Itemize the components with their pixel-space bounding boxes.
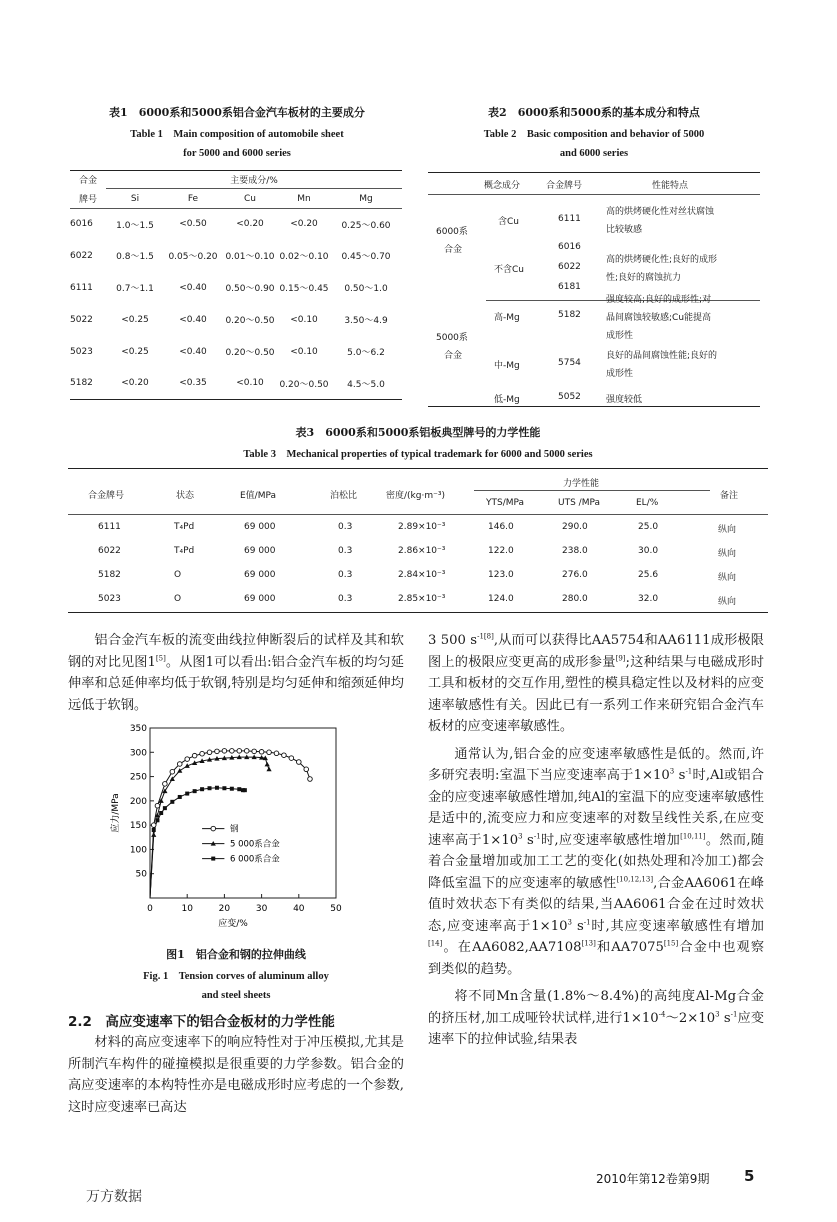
x-tick-label: 50 xyxy=(330,904,342,914)
data-point xyxy=(185,792,189,796)
t2-head-props: 性能特点 xyxy=(652,181,689,191)
t3-cell: 2.86×10⁻³ xyxy=(398,546,446,556)
legend-marker xyxy=(211,857,215,861)
data-point xyxy=(151,823,156,828)
t2-5000-label2: 合金 xyxy=(444,351,463,361)
t1-cell: <0.25 xyxy=(121,314,149,325)
data-point xyxy=(267,750,272,755)
left-p2: 材料的高应变速率下的响应特性对于冲压模拟,尤其是所制汽车构件的碰撞模拟是很重要的力学参数。铝合金的高应变速率的本构特性亦是电磁成形时应考虑的一个参数,这时应变速率已高达 xyxy=(68,1035,404,1115)
r-p2i: 时,其应变速率敏感性有增加 xyxy=(590,918,764,934)
data-point xyxy=(200,787,204,791)
r-p2g: ,合金AA6061在峰值时效状态下有类似的结果,当AA6061合金在过时效状态,应变速率高于1×10 xyxy=(428,875,764,934)
fig1-caption-cn: 图1 铝合金和钢的拉伸曲线 xyxy=(166,948,306,961)
data-point xyxy=(215,786,219,790)
table3-caption-cn: 表3 6000系和5000系铝板典型牌号的力学性能 xyxy=(295,426,541,439)
t1-cell: 5182 xyxy=(70,378,93,389)
t3-cell: 5182 xyxy=(98,570,121,580)
t3-cell: 6022 xyxy=(98,546,121,556)
t1-cell: 4.5～5.0 xyxy=(347,379,385,390)
t1-cell: 0.8～1.5 xyxy=(116,252,154,262)
t2-a5052: 5052 xyxy=(558,392,581,402)
plot-frame xyxy=(150,728,336,898)
t1-cell: 5.0～6.2 xyxy=(347,348,385,358)
t2-lowmg: 低-Mg xyxy=(494,395,520,405)
t1-cell: <0.20 xyxy=(290,219,318,230)
x-tick-label: 10 xyxy=(181,904,193,914)
t3-cell: 2.89×10⁻³ xyxy=(398,522,446,532)
data-point xyxy=(237,749,242,754)
data-point xyxy=(274,751,279,756)
t3-sub-yts: YTS/MPa xyxy=(486,498,525,508)
t1-head-group: 主要成分/% xyxy=(106,171,402,189)
t1-head-alloy2: 牌号 xyxy=(78,194,97,205)
t2-a5182: 5182 xyxy=(558,310,581,320)
ref: [10,11] xyxy=(680,832,706,841)
sup: -4 xyxy=(658,1010,666,1019)
t2-p5: 强度较低 xyxy=(606,395,643,405)
r-p2e: 时,应变速率敏感性增加 xyxy=(540,832,681,848)
t3-cell: 2.84×10⁻³ xyxy=(398,570,446,580)
left-paragraph-2 xyxy=(68,1032,404,1118)
t2-p2b: 性;良好的腐蚀抗力 xyxy=(606,273,682,283)
t1-cell: 6016 xyxy=(70,219,93,230)
t3-head-note: 备注 xyxy=(720,491,739,501)
data-point xyxy=(185,757,190,762)
t1-head-alloy1: 合金 xyxy=(78,176,97,187)
t1-cell: 5022 xyxy=(70,314,93,325)
t3-cell: 2.85×10⁻³ xyxy=(398,594,446,604)
t3-cell: T₄Pd xyxy=(174,546,195,556)
t3-head-density: 密度/(kg·m⁻³) xyxy=(386,491,445,501)
t3-cell: 0.3 xyxy=(338,546,353,556)
figure1-chart xyxy=(100,720,360,930)
data-point xyxy=(259,750,264,755)
t2-head-alloy: 合金牌号 xyxy=(546,181,583,191)
ref: [14] xyxy=(428,939,443,948)
data-point xyxy=(200,751,205,756)
t2-highmg: 高-Mg xyxy=(494,313,520,323)
t2-p3b: 晶间腐蚀较敏感;Cu能提高 xyxy=(606,313,712,323)
t2-p1b: 比较敏感 xyxy=(606,225,643,235)
ref: [9] xyxy=(615,654,626,663)
t3-cell: 122.0 xyxy=(488,546,514,556)
data-point xyxy=(155,803,160,808)
sup: 3 xyxy=(567,918,572,927)
table2 xyxy=(428,172,760,408)
fig1-caption-en1: Fig. 1 Tension corves of aluminum alloy xyxy=(143,971,329,982)
r-p2j: 。在AA6082,AA7108 xyxy=(442,940,582,955)
r-p2a: 通常认为,铝合金的应变速率敏感性是低的。然而,许多研究表明:室温下当应变速率高于1×10 xyxy=(428,746,764,783)
t3-cell: 30.0 xyxy=(638,546,659,556)
data-point xyxy=(159,811,163,815)
t3-head-mech: 力学性能 xyxy=(563,479,600,489)
r-p3b: ～2×10 xyxy=(665,1010,716,1026)
t2-p3a: 强度较高;良好的成形性;对 xyxy=(606,295,712,305)
data-point xyxy=(170,769,175,774)
t2-nocu: 不含Cu xyxy=(494,265,524,275)
left-p1-rest: 。从图1可以看出:铝合金汽车板的均匀延伸率和总延伸率均低于软钢,特别是均匀延伸和缩颈延伸均远低于软钢。 xyxy=(68,654,404,713)
t2-6000-label2: 合金 xyxy=(444,245,463,255)
t3-cell: 0.3 xyxy=(338,570,353,580)
t1-cell: <0.40 xyxy=(179,314,207,325)
table1 xyxy=(70,170,402,400)
t3-cell: 5023 xyxy=(98,594,121,604)
data-point xyxy=(230,749,235,754)
t3-cell: 123.0 xyxy=(488,570,514,580)
table3-caption-en: Table 3 Mechanical properties of typical trademark for 6000 and 5000 series xyxy=(243,449,593,460)
t1-cell: 0.15～0.45 xyxy=(279,284,329,294)
watermark: 万方数据 xyxy=(86,1189,142,1205)
ref: [5] xyxy=(155,654,166,663)
ref: [13] xyxy=(581,939,596,948)
t3-cell: 0.3 xyxy=(338,522,353,532)
t2-p4b: 成形性 xyxy=(606,369,634,379)
left-paragraph-1 xyxy=(68,630,404,716)
t1-cell: 6111 xyxy=(70,282,93,293)
t2-a6022: 6022 xyxy=(558,262,581,272)
sup: -1 xyxy=(730,1010,738,1019)
data-point xyxy=(252,749,257,754)
data-point xyxy=(304,767,309,772)
t3-cell: 238.0 xyxy=(562,546,588,556)
legend-label: 钢 xyxy=(229,824,239,835)
x-tick-label: 20 xyxy=(218,904,231,914)
table2-caption-en2: and 6000 series xyxy=(559,148,629,159)
t3-head-poisson: 泊松比 xyxy=(330,491,358,501)
table1-caption-en1: Table 1 Main composition of automobile sheet xyxy=(130,129,344,140)
y-axis-label: 应力/MPa xyxy=(111,793,121,833)
r-p2f: 。然而,随着合金量增加或加工工艺的变化(如热处理和冷加工)都会降低室温下的应变速率的敏感性 xyxy=(428,832,764,891)
t1-col-si: Si xyxy=(130,193,140,204)
t3-cell: 纵向 xyxy=(718,525,737,535)
data-point xyxy=(289,756,294,761)
r-p2c: 时,Al或铝合金的应变速率敏感性增加,纯Al的室温下的应变速率敏感性是适中的,流变应力和应变速率的对数呈线性关系,在应变速率高于1×10 xyxy=(428,768,764,848)
ref: [15] xyxy=(663,939,679,948)
r-p2k: 和AA7075 xyxy=(595,940,664,955)
journal-issue: 2010年第12卷第9期 xyxy=(596,1172,710,1186)
t3-cell: 124.0 xyxy=(488,594,514,604)
t1-cell: <0.40 xyxy=(179,282,207,293)
data-point xyxy=(308,777,313,782)
t3-cell: 69 000 xyxy=(244,570,276,580)
r-p3c: s xyxy=(719,1010,731,1026)
t1-cell: 0.01～0.10 xyxy=(225,252,275,262)
t1-cell: 1.0～1.5 xyxy=(116,220,154,231)
y-tick-label: 200 xyxy=(129,796,147,807)
data-point xyxy=(207,750,212,755)
data-point xyxy=(265,762,270,767)
data-point xyxy=(222,749,227,754)
r-p1c: ;这种结果与电磁成形时工具和板材的交互作用,塑性的模具稳定性以及材料的应变速率敏感性有关。因此已有一系列工作来研究铝合金汽车板材的应变速率敏感性。 xyxy=(428,654,764,734)
t3-cell: 25.6 xyxy=(638,570,659,580)
data-point xyxy=(163,806,167,810)
t2-midmg: 中-Mg xyxy=(494,361,520,371)
data-point xyxy=(208,786,212,790)
t2-head-concept: 概念成分 xyxy=(484,181,521,191)
y-tick-label: 150 xyxy=(129,821,147,832)
y-tick-label: 250 xyxy=(129,772,147,783)
t3-cell: T₄Pd xyxy=(174,522,195,532)
t1-cell: 3.50～4.9 xyxy=(344,316,388,326)
t3-head-alloy: 合金牌号 xyxy=(88,491,125,501)
t2-a5754: 5754 xyxy=(558,358,581,368)
page-number: 5 xyxy=(744,1167,755,1185)
t2-a6181: 6181 xyxy=(558,282,581,292)
t1-cell: 6022 xyxy=(70,250,93,261)
t3-cell: O xyxy=(174,594,182,604)
t3-cell: 69 000 xyxy=(244,594,276,604)
data-point xyxy=(192,753,197,758)
sup: 3 xyxy=(715,1010,720,1019)
right-column xyxy=(428,630,764,1051)
r-p2d: s xyxy=(522,832,534,848)
data-point xyxy=(297,760,302,765)
t3-cell: 6111 xyxy=(98,522,121,532)
t1-cell: 0.20～0.50 xyxy=(225,316,275,326)
data-point xyxy=(163,782,168,787)
table1-caption-en2: for 5000 and 6000 series xyxy=(183,148,291,159)
table2-caption-en1: Table 2 Basic composition and behavior of 5000 xyxy=(483,129,705,140)
t3-cell: O xyxy=(174,570,182,580)
t3-cell: 纵向 xyxy=(718,549,737,559)
data-point xyxy=(177,762,182,767)
t3-cell: 146.0 xyxy=(488,522,514,532)
t1-cell: <0.40 xyxy=(179,346,207,357)
r-p2h: s xyxy=(571,918,584,934)
t1-cell: 0.20～0.50 xyxy=(279,379,329,390)
left-p1: 铝合金汽车板的流变曲线拉伸断裂后的试样及其和软钢的对比见图1 xyxy=(68,633,404,670)
x-tick-label: 30 xyxy=(255,904,268,914)
t1-cell: 0.50～0.90 xyxy=(225,284,275,294)
data-point xyxy=(243,788,247,792)
t1-cell: 0.25～0.60 xyxy=(341,220,391,231)
r-p1b: ,从而可以获得比AA5754和AA6111成形极限图上的极限应变更高的成形参量 xyxy=(428,633,764,670)
y-tick-label: 50 xyxy=(135,869,147,880)
data-point xyxy=(178,795,182,799)
sup: -1 xyxy=(533,832,541,841)
t2-a6111: 6111 xyxy=(558,214,581,224)
r-p1a: 3 500 s xyxy=(428,633,478,648)
data-point xyxy=(237,787,241,791)
t3-sub-el: EL/% xyxy=(636,498,659,508)
data-point xyxy=(282,753,287,758)
t1-col-mn: Mn xyxy=(297,193,311,204)
table2-caption-cn: 表2 6000系和5000系的基本成分和特点 xyxy=(488,106,700,119)
sup: -1 xyxy=(583,918,591,927)
t1-cell: 0.7～1.1 xyxy=(116,284,154,294)
data-point xyxy=(230,787,234,791)
x-tick-label: 0 xyxy=(147,904,153,914)
t1-col-cu: Cu xyxy=(244,193,256,204)
x-tick-label: 40 xyxy=(293,904,305,914)
t1-cell: 5023 xyxy=(70,346,93,357)
t1-cell: <0.10 xyxy=(290,314,318,325)
t3-sub-uts: UTS /MPa xyxy=(558,498,600,508)
t1-cell: <0.25 xyxy=(121,346,149,357)
y-tick-label: 300 xyxy=(129,748,147,759)
data-point xyxy=(177,768,182,773)
data-point xyxy=(244,749,249,754)
t1-cell: 0.45～0.70 xyxy=(341,252,391,262)
y-tick-label: 350 xyxy=(129,724,147,734)
legend-marker xyxy=(211,826,216,831)
t2-5000-label: 5000系 xyxy=(436,333,468,343)
data-point xyxy=(266,767,271,772)
r-p2l: 合金中也观察到类似的趋势。 xyxy=(428,940,765,977)
sup: -1 xyxy=(685,767,693,776)
sup: 3 xyxy=(518,832,523,841)
t2-6000-label: 6000系 xyxy=(436,227,468,237)
t2-p2a: 高的烘烤硬化性;良好的成形 xyxy=(606,255,718,265)
t3-cell: 25.0 xyxy=(638,522,659,532)
data-point xyxy=(193,789,197,793)
r-p3a: 将不同Mn含量(1.8%～8.4%)的高纯度Al-Mg合金的挤压材,加工成哑铃状试样,进行1×10 xyxy=(428,989,764,1026)
data-point xyxy=(170,800,174,804)
t1-cell: 0.50～1.0 xyxy=(344,284,388,294)
t3-head-e: E值/MPa xyxy=(240,491,277,501)
table1-caption-cn: 表1 6000系和5000系铝合金汽车板材的主要成分 xyxy=(109,106,365,119)
t1-cell: 0.05～0.20 xyxy=(168,252,218,262)
t1-col-mg: Mg xyxy=(359,193,373,204)
fig1-caption-en2: and steel sheets xyxy=(201,990,271,1001)
r-p2b: s xyxy=(674,768,686,783)
t1-cell: 0.02～0.10 xyxy=(279,252,329,262)
t1-cell: 0.20～0.50 xyxy=(225,348,275,358)
t3-cell: 69 000 xyxy=(244,546,276,556)
t2-p1a: 高的烘烤硬化性对丝状腐蚀 xyxy=(606,207,715,217)
t2-p4a: 良好的晶间腐蚀性能;良好的 xyxy=(606,351,718,361)
data-point xyxy=(222,786,226,790)
x-axis-label: 应变/% xyxy=(218,919,248,929)
t1-cell: <0.50 xyxy=(179,219,207,230)
t1-cell: <0.20 xyxy=(236,219,264,230)
r-p3d: 应变速率下的拉伸试验,结果表 xyxy=(428,1010,765,1047)
t3-cell: 纵向 xyxy=(718,597,737,607)
t1-cell: <0.10 xyxy=(290,346,318,357)
y-tick-label: 100 xyxy=(129,845,147,856)
t3-cell: 0.3 xyxy=(338,594,353,604)
table3 xyxy=(68,468,768,614)
sup: 3 xyxy=(669,767,675,776)
ref: [10,12,13] xyxy=(616,875,654,884)
legend-label: 6 000系合金 xyxy=(229,854,280,865)
ref: -1[8] xyxy=(477,632,494,641)
t3-cell: 32.0 xyxy=(638,594,659,604)
t2-p3c: 成形性 xyxy=(606,331,634,341)
legend-label: 5 000系合金 xyxy=(229,839,280,850)
t3-cell: 69 000 xyxy=(244,522,276,532)
t1-cell: <0.35 xyxy=(179,378,207,389)
t3-head-state: 状态 xyxy=(176,491,195,501)
data-point xyxy=(215,749,220,754)
t2-cu: 含Cu xyxy=(498,217,519,227)
t3-cell: 280.0 xyxy=(562,594,588,604)
t1-col-fe: Fe xyxy=(187,193,199,204)
t1-cell: <0.10 xyxy=(236,378,264,389)
t2-a6016: 6016 xyxy=(558,242,581,252)
t3-cell: 276.0 xyxy=(562,570,588,580)
section-heading-2-2: 2.2 高应变速率下的铝合金板材的力学性能 xyxy=(68,1014,335,1030)
t1-cell: <0.20 xyxy=(121,378,149,389)
t3-cell: 290.0 xyxy=(562,522,588,532)
t3-cell: 纵向 xyxy=(718,573,737,583)
